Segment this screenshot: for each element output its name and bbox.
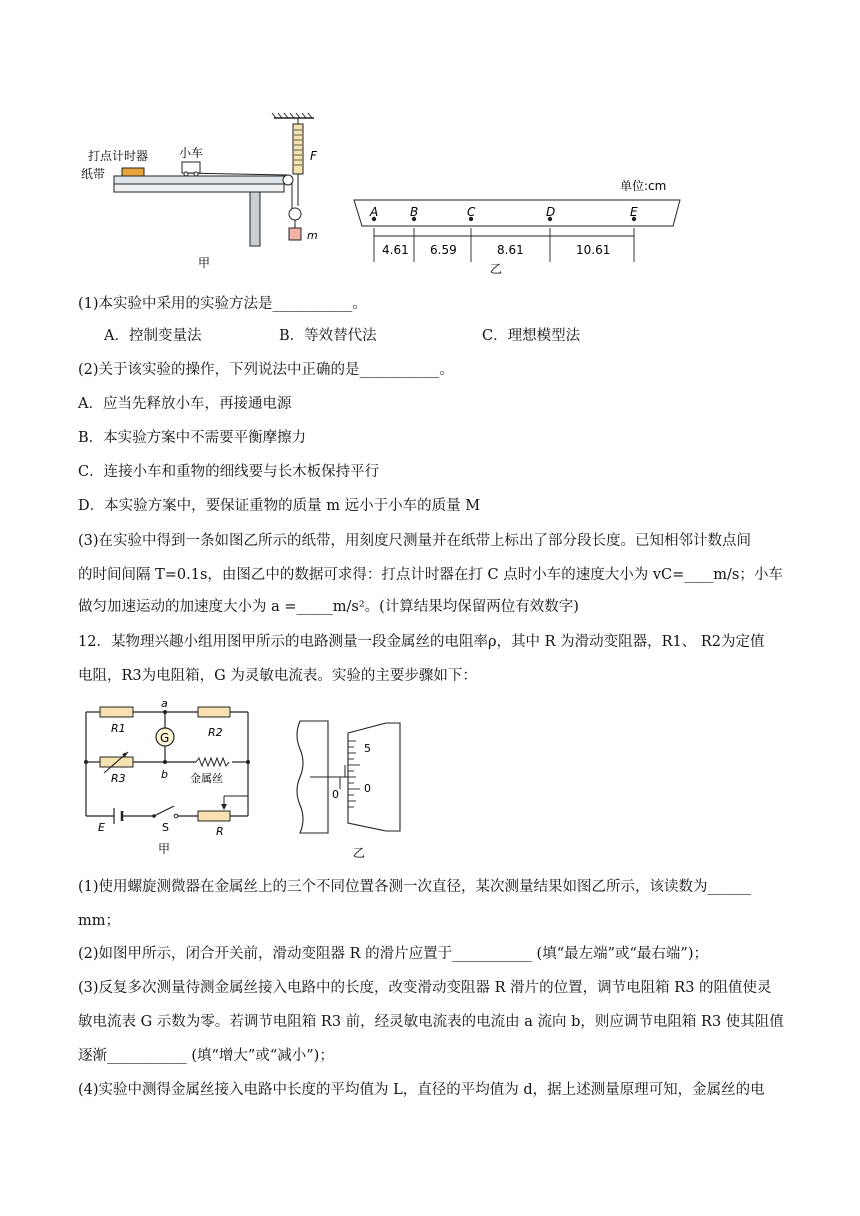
segment-ab: 4.61	[382, 243, 409, 257]
q12-part3-line2: 敏电流表 G 示数为零。若调节电阻箱 R3 前，经灵敏电流表的电流由 a 流向 b，则应调节电阻箱 R3 使其阻值	[78, 1014, 784, 1030]
cart-experiment-figure	[78, 110, 338, 270]
r3-label: R3	[111, 772, 126, 785]
point-b: B	[410, 205, 419, 219]
cart-label: 小车	[179, 146, 204, 160]
q11-part3-line1: (3)在实验中得到一条如图乙所示的纸带，用刻度尺测量并在纸带上标出了部分段长度。已知相邻计数点间	[78, 533, 752, 549]
q11-part1-option-c: C．理想模型法	[482, 328, 581, 344]
figure-caption-jia-top: 甲	[198, 256, 211, 270]
node-b-label: b	[161, 768, 168, 781]
switch-label: S	[162, 821, 169, 834]
mass-label: m	[307, 229, 318, 242]
q11-part2-option-d: D．本实验方案中，要保证重物的质量 m 远小于小车的质量 M	[78, 498, 481, 514]
point-c: C	[467, 205, 476, 219]
q11-part2-option-a: A．应当先释放小车，再接通电源	[78, 396, 292, 412]
sleeve-zero-label: 0	[332, 788, 339, 801]
q11-part1-option-b: B．等效替代法	[279, 328, 377, 344]
q12-intro-line1: 12．某物理兴趣小组用图甲所示的电路测量一段金属丝的电阻率ρ，其中 R 为滑动变阻器，R1、 R2为定值	[78, 634, 765, 650]
micrometer-figure	[290, 705, 430, 860]
point-a: A	[370, 205, 379, 219]
point-e: E	[630, 205, 638, 219]
wire-label: 金属丝	[190, 772, 223, 785]
r2-label: R2	[208, 726, 223, 739]
battery-label: E	[98, 821, 105, 834]
q11-part3-line3: 做匀加速运动的加速度大小为 a =_____m/s²。(计算结果均保留两位有效数字)	[78, 599, 579, 615]
q12-part2: (2)如图甲所示，闭合开关前，滑动变阻器 R 的滑片应置于___________ (填“最左端”或“最右端”)；	[78, 946, 708, 962]
q12-part4-line1: (4)实验中测得金属丝接入电路中长度的平均值为 L，直径的平均值为 d，据上述测量原理可知，金属丝的电	[78, 1082, 765, 1098]
q12-intro-line2: 电阻，R3为电阻箱，G 为灵敏电流表。实验的主要步骤如下：	[78, 668, 477, 684]
q12-part3-line3: 逐渐___________ (填“增大”或“减小”)；	[78, 1048, 334, 1064]
q12-part3-line1: (3)反复多次测量待测金属丝接入电路中的长度，改变滑动变阻器 R 滑片的位置，调节电阻箱 R3 的阻值使灵	[78, 980, 772, 996]
q11-part1: (1)本实验中采用的实验方法是___________。	[78, 296, 367, 312]
segment-de: 10.61	[576, 243, 611, 257]
tape-label: 纸带	[81, 167, 106, 181]
unit-label: 单位:cm	[620, 179, 667, 193]
thimble-zero-label: 0	[364, 782, 371, 795]
q11-part1-option-a: A．控制变量法	[104, 328, 202, 344]
q11-part2: (2)关于该实验的操作，下列说法中正确的是___________。	[78, 362, 454, 378]
q12-part1-line1: (1)使用螺旋测微器在金属丝上的三个不同位置各测一次直径，某次测量结果如图乙所示，该读数为______	[78, 879, 752, 895]
figure-caption-jia-circuit: 甲	[158, 842, 171, 856]
point-d: D	[546, 205, 556, 219]
q11-part3-line2: 的时间间隔 T=0.1s，由图乙中的数据可求得：打点计时器在打 C 点时小车的速度大小为 vC=____m/s；小车	[78, 567, 783, 583]
thimble-five-label: 5	[364, 742, 371, 755]
r1-label: R1	[111, 722, 126, 735]
figure-caption-yi-micrometer: 乙	[353, 846, 366, 860]
node-a-label: a	[161, 698, 168, 710]
q11-part2-option-b: B．本实验方案中不需要平衡摩擦力	[78, 430, 307, 446]
q11-part2-option-c: C．连接小车和重物的细线要与长木板保持平行	[78, 464, 380, 480]
bridge-circuit-figure	[78, 698, 258, 858]
segment-cd: 8.61	[497, 243, 524, 257]
galvanometer-label: G	[160, 731, 170, 745]
figure-caption-yi-top: 乙	[490, 262, 503, 276]
force-label: F	[310, 149, 317, 163]
segment-bc: 6.59	[430, 243, 457, 257]
rheostat-label: R	[216, 825, 224, 838]
q12-part1-line2: mm；	[78, 913, 120, 929]
paper-tape-figure	[350, 172, 685, 277]
timer-label: 打点计时器	[88, 149, 149, 163]
